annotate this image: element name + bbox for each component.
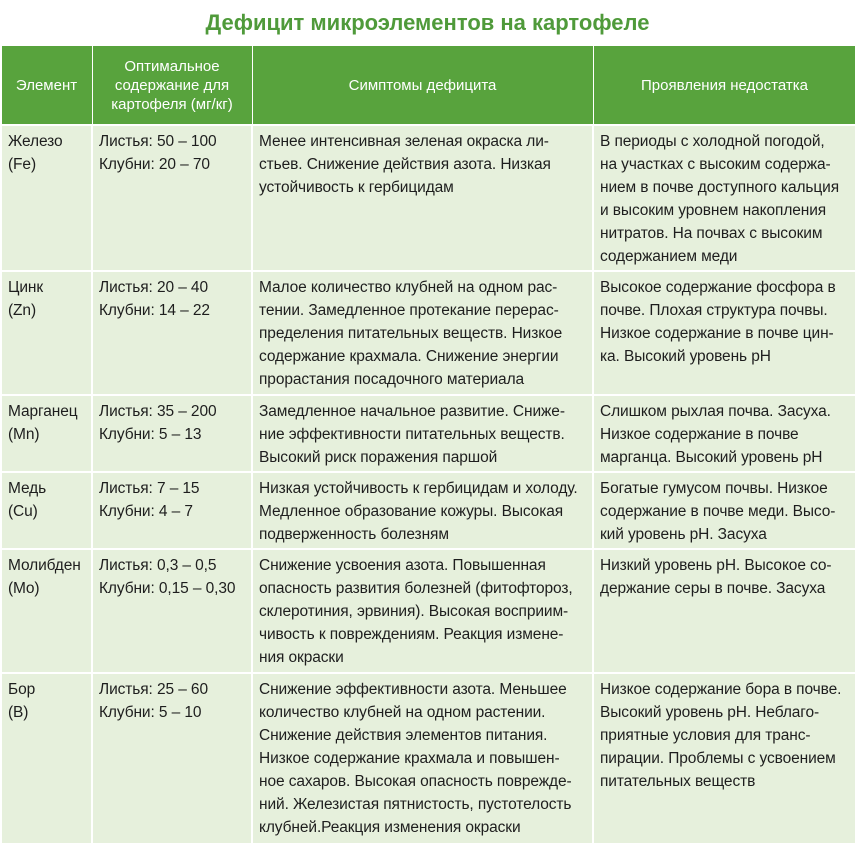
causes-cell-line: Низкое содержание бора в почве. — [600, 681, 842, 698]
header-optimal-line: содержание для — [114, 76, 230, 94]
causes-cell-line: марганца. Высокий уровень рН — [600, 449, 823, 466]
optimal-cell-line: Клубни: 5 – 13 — [99, 426, 202, 443]
causes-cell-line: кий уровень рН. Засуха — [600, 526, 767, 543]
element-cell-line: (Mo) — [8, 580, 40, 597]
symptoms-cell-line: Снижение усвоения азота. Повышенная — [259, 557, 546, 574]
causes-cell-line: Высокое содержание фосфора в — [600, 279, 836, 296]
causes-cell-line: нием в почве доступного кальция — [600, 179, 840, 196]
element-cell-line: Молибден — [8, 557, 81, 574]
element-cell — [1, 472, 92, 549]
symptoms-cell-line: склеротиния, эрвиния). Высокая восприим- — [259, 603, 569, 620]
causes-cell-line: Богатые гумусом почвы. Низкое — [600, 480, 828, 497]
causes-cell-line: Слишком рыхлая почва. Засуха. — [600, 403, 831, 420]
element-cell — [1, 395, 92, 472]
element-cell — [1, 673, 92, 844]
optimal-cell — [92, 271, 252, 395]
optimal-cell-line: Листья: 20 – 40 — [99, 279, 208, 296]
element-cell — [1, 125, 92, 271]
optimal-cell-line: Листья: 50 – 100 — [99, 133, 217, 150]
header-row — [1, 46, 855, 126]
causes-cell-line: содержание в почве меди. Высо- — [600, 503, 836, 520]
causes-cell-line: пирации. Проблемы с усвоением — [600, 750, 836, 767]
symptoms-cell-line: устойчивость к гербицидам — [259, 179, 454, 196]
element-cell-line: Марганец — [8, 403, 78, 420]
causes-cell-line: Высокий уровень рН. Неблаго- — [600, 704, 820, 721]
causes-cell-line: В периоды с холодной погодой, — [600, 133, 825, 150]
symptoms-cell-line: подверженность болезням — [259, 526, 449, 543]
symptoms-cell-line: Высокий риск поражения паршой — [259, 449, 498, 466]
header-causes: Проявления недостатка — [593, 46, 855, 126]
header-optimal-line: картофеля (мг/кг) — [111, 95, 233, 113]
symptoms-cell — [252, 673, 593, 844]
symptoms-cell-line: Менее интенсивная зеленая окраска ли- — [259, 133, 549, 150]
causes-cell-line: Низкое содержание в почве — [600, 426, 799, 443]
symptoms-cell-line: прорастания посадочного материала — [259, 371, 525, 388]
header-optimal — [92, 46, 252, 126]
element-cell-line: (B) — [8, 704, 29, 721]
causes-cell-line: Низкий уровень рН. Высокое со- — [600, 557, 832, 574]
symptoms-cell-line: ние эффективности питательных веществ. — [259, 426, 565, 443]
symptoms-cell — [252, 395, 593, 472]
micronutrient-table — [0, 45, 855, 845]
symptoms-cell — [252, 472, 593, 549]
causes-cell — [593, 395, 855, 472]
symptoms-cell — [252, 549, 593, 673]
symptoms-cell-line: опасность развития болезней (фитофтороз, — [259, 580, 573, 597]
causes-cell-line: содержанием меди — [600, 248, 738, 265]
optimal-cell-line: Листья: 7 – 15 — [99, 480, 200, 497]
table-row — [1, 549, 855, 673]
causes-cell-line: Низкое содержание в почве цин- — [600, 325, 834, 342]
header-element: Элемент — [1, 46, 92, 126]
causes-cell — [593, 271, 855, 395]
symptoms-cell-line: клубней.Реакция изменения окраски — [259, 819, 521, 836]
symptoms-cell — [252, 125, 593, 271]
element-cell-line: Бор — [8, 681, 36, 698]
symptoms-cell-line: Замедленное начальное развитие. Сниже- — [259, 403, 565, 420]
symptoms-cell-line: тении. Замедленное протекание перерас- — [259, 302, 559, 319]
causes-cell — [593, 673, 855, 844]
header-optimal-line: Оптимальное — [124, 57, 220, 75]
causes-cell-line: нитратов. На почвах с высоким — [600, 225, 823, 242]
header-symptoms: Симптомы дефицита — [252, 46, 593, 126]
element-cell-line: (Zn) — [8, 302, 37, 319]
optimal-cell-line: Клубни: 14 – 22 — [99, 302, 210, 319]
causes-cell-line: почве. Плохая структура почвы. — [600, 302, 828, 319]
table-row — [1, 395, 855, 472]
symptoms-cell-line: Низкая устойчивость к гербицидам и холоду. — [259, 480, 578, 497]
symptoms-cell — [252, 271, 593, 395]
optimal-cell — [92, 673, 252, 844]
optimal-cell-line: Листья: 0,3 – 0,5 — [99, 557, 217, 574]
element-cell-line: (Cu) — [8, 503, 38, 520]
causes-cell-line: ка. Высокий уровень рН — [600, 348, 771, 365]
symptoms-cell-line: пределения питательных веществ. Низкое — [259, 325, 563, 342]
symptoms-cell-line: Снижение действия элементов питания. — [259, 727, 548, 744]
causes-cell-line: и высоким уровнем накопления — [600, 202, 827, 219]
optimal-cell-line: Клубни: 4 – 7 — [99, 503, 193, 520]
element-cell-line: (Mn) — [8, 426, 40, 443]
symptoms-cell-line: содержание крахмала. Снижение энергии — [259, 348, 559, 365]
symptoms-cell-line: ний. Железистая пятнистость, пустотелость — [259, 796, 572, 813]
symptoms-cell-line: Малое количество клубней на одном рас- — [259, 279, 558, 296]
optimal-cell — [92, 125, 252, 271]
causes-cell-line: питательных веществ — [600, 773, 756, 790]
causes-cell-line: на участках с высоким содержа- — [600, 156, 831, 173]
symptoms-cell-line: ное сахаров. Высокая опасность поврежде- — [259, 773, 572, 790]
table-row — [1, 673, 855, 844]
optimal-cell-line: Клубни: 5 – 10 — [99, 704, 202, 721]
optimal-cell-line: Листья: 25 – 60 — [99, 681, 208, 698]
causes-cell-line: приятные условия для транс- — [600, 727, 811, 744]
symptoms-cell-line: Низкое содержание крахмала и повышен- — [259, 750, 560, 767]
optimal-cell — [92, 472, 252, 549]
causes-cell — [593, 472, 855, 549]
optimal-cell-line: Клубни: 0,15 – 0,30 — [99, 580, 236, 597]
element-cell-line: Цинк — [8, 279, 44, 296]
causes-cell-line: держание серы в почве. Засуха — [600, 580, 826, 597]
optimal-cell — [92, 395, 252, 472]
optimal-cell — [92, 549, 252, 673]
symptoms-cell-line: Снижение эффективности азота. Меньшее — [259, 681, 567, 698]
causes-cell — [593, 125, 855, 271]
table-row — [1, 472, 855, 549]
element-cell-line: (Fe) — [8, 156, 37, 173]
table-row — [1, 125, 855, 271]
symptoms-cell-line: Медленное образование кожуры. Высокая — [259, 503, 564, 520]
element-cell — [1, 549, 92, 673]
optimal-cell-line: Клубни: 20 – 70 — [99, 156, 210, 173]
element-cell — [1, 271, 92, 395]
symptoms-cell-line: чивость к повреждениям. Реакция измене- — [259, 626, 564, 643]
page-title: Дефицит микроэлементов на картофеле — [205, 10, 650, 35]
symptoms-cell-line: стьев. Снижение действия азота. Низкая — [259, 156, 551, 173]
element-cell-line: Медь — [8, 480, 47, 497]
symptoms-cell-line: количество клубней на одном растении. — [259, 704, 546, 721]
table-row — [1, 271, 855, 395]
causes-cell — [593, 549, 855, 673]
symptoms-cell-line: ния окраски — [259, 649, 344, 666]
optimal-cell-line: Листья: 35 – 200 — [99, 403, 217, 420]
element-cell-line: Железо — [8, 133, 63, 150]
